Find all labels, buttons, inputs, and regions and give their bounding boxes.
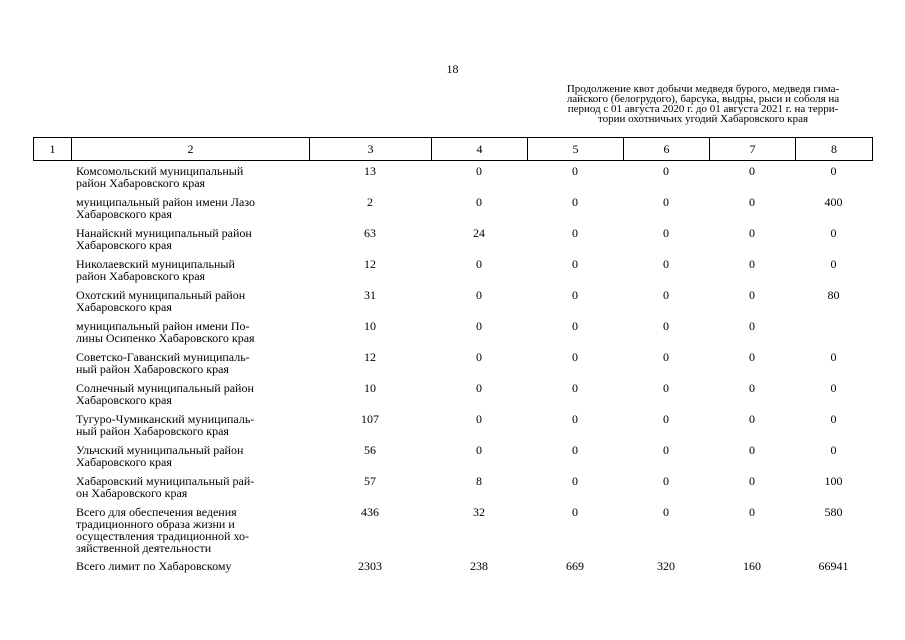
quota-value-cell: 0 [749, 226, 755, 240]
quota-value-cell: 0 [572, 226, 578, 240]
quota-value-cell: 24 [473, 226, 485, 240]
quota-value-cell: 0 [572, 319, 578, 333]
district-name-line: Хабаровского края [76, 238, 172, 252]
header-cell: 2 [72, 138, 310, 161]
quota-value-cell: 0 [663, 443, 669, 457]
quota-value-cell: 0 [663, 257, 669, 271]
quota-value-cell: 63 [364, 226, 376, 240]
quota-value-cell: 56 [364, 443, 376, 457]
quota-value-cell: 0 [663, 505, 669, 519]
quota-value-cell: 0 [572, 381, 578, 395]
header-cell: 1 [34, 138, 72, 161]
quota-value-cell: 0 [572, 164, 578, 178]
quota-value-cell: 0 [476, 443, 482, 457]
quota-value-cell: 12 [364, 257, 376, 271]
district-name-cell [33, 320, 309, 351]
quota-value-cell: 400 [824, 195, 843, 209]
district-name-line: Хабаровский муниципальный рай- [76, 474, 255, 488]
quota-value-cell: 107 [361, 412, 379, 426]
quota-value-cell: 0 [572, 257, 578, 271]
quota-value-cell: 2303 [358, 559, 382, 573]
district-name-cell [33, 289, 309, 320]
district-name-line: зяйственной деятельности [76, 541, 212, 555]
table-row [33, 475, 872, 506]
table-caption [536, 84, 870, 124]
quota-value-cell: 0 [749, 319, 755, 333]
table-row [33, 320, 872, 351]
quota-value-cell: 0 [830, 226, 837, 240]
district-name-line: Советско-Гаванский муниципаль- [76, 350, 250, 364]
quota-value-cell: 2 [367, 195, 373, 209]
header-cell: 4 [432, 138, 528, 161]
district-name-line: традиционного образа жизни и [76, 517, 235, 531]
quota-value-cell: 0 [830, 443, 837, 457]
quota-value-cell: 66941 [818, 559, 849, 573]
quota-value-cell: 320 [657, 559, 675, 573]
district-name-line: муниципальный район имени Лазо [76, 195, 255, 209]
district-name-line: Хабаровского края [76, 300, 172, 314]
quota-value-cell: 0 [476, 257, 482, 271]
district-name-cell [33, 413, 309, 444]
district-name-cell [33, 506, 309, 560]
quota-value-cell: 12 [364, 350, 376, 364]
quota-value-cell: 0 [476, 319, 482, 333]
district-name-line: Нанайский муниципальный район [76, 226, 252, 240]
quota-value-cell: 31 [364, 288, 376, 302]
table-row [33, 227, 872, 258]
quota-value-cell: 0 [749, 505, 755, 519]
quota-value-cell: 0 [749, 412, 755, 426]
header-row [34, 138, 873, 161]
district-name-cell [33, 382, 309, 413]
district-name-cell [33, 196, 309, 227]
district-name-cell [33, 165, 309, 196]
quota-table [33, 165, 872, 574]
quota-value-cell: 0 [476, 195, 482, 209]
quota-value-cell: 100 [824, 474, 843, 488]
quota-value-cell: 0 [749, 381, 755, 395]
quota-value-cell: 0 [663, 381, 669, 395]
district-name-line: он Хабаровского края [76, 486, 188, 500]
quota-value-cell: 0 [749, 288, 755, 302]
quota-value-cell: 0 [830, 257, 837, 271]
table-row [33, 560, 872, 574]
quota-value-cell: 0 [663, 412, 669, 426]
quota-value-cell: 0 [572, 443, 578, 457]
quota-value-cell: 0 [476, 412, 482, 426]
quota-value-cell: 0 [476, 350, 482, 364]
quota-value-cell: 8 [476, 474, 482, 488]
district-name-line: осуществления традиционной хо- [76, 529, 249, 543]
quota-value-cell: 0 [749, 350, 755, 364]
quota-value-cell: 32 [473, 505, 485, 519]
quota-value-cell: 0 [830, 164, 837, 178]
quota-value-cell: 0 [830, 381, 837, 395]
district-name-line: ный район Хабаровского края [76, 362, 229, 376]
table-row [33, 165, 872, 196]
caption-line: тории охотничьих угодий Хабаровского края [597, 113, 809, 125]
district-name-line: лины Осипенко Хабаровского края [76, 331, 255, 345]
quota-value-cell: 0 [749, 195, 755, 209]
quota-value-cell: 238 [470, 559, 488, 573]
quota-value-cell: 0 [663, 319, 669, 333]
district-name-line: Хабаровского края [76, 207, 172, 221]
quota-value-cell: 13 [364, 164, 376, 178]
table-row [33, 351, 872, 382]
district-name-line: Всего для обеспечения ведения [76, 505, 237, 519]
district-name-line: ный район Хабаровского края [76, 424, 229, 438]
header-cell: 5 [528, 138, 624, 161]
quota-value-cell: 80 [827, 288, 840, 302]
quota-value-cell: 0 [572, 350, 578, 364]
quota-value-cell: 0 [572, 288, 578, 302]
header-cell: 7 [710, 138, 796, 161]
district-name-cell [33, 351, 309, 382]
quota-value-cell: 57 [364, 474, 376, 488]
quota-value-cell: 0 [749, 257, 755, 271]
table-row [33, 258, 872, 289]
table-row [33, 196, 872, 227]
quota-value-cell: 0 [572, 195, 578, 209]
district-name-line: Всего лимит по Хабаровскому [76, 559, 232, 573]
quota-value-cell: 0 [572, 505, 578, 519]
caption-line: период с 01 августа 2020 г. до 01 августа 2021 г. на терри- [567, 103, 839, 115]
quota-value-cell: 0 [663, 288, 669, 302]
district-name-line: Хабаровского края [76, 393, 172, 407]
header-cell: 3 [310, 138, 432, 161]
district-name-cell [33, 560, 309, 574]
quota-value-cell: 0 [572, 474, 578, 488]
district-name-cell [33, 227, 309, 258]
table-row [33, 444, 872, 475]
quota-value-cell: 0 [572, 412, 578, 426]
district-name-line: Николаевский муниципальный [76, 257, 235, 271]
quota-value-cell: 580 [824, 505, 843, 519]
district-name-line: район Хабаровского края [76, 176, 206, 190]
quota-value-cell: 0 [476, 381, 482, 395]
district-name-line: Ульчский муниципальный район [76, 443, 244, 457]
quota-value-cell: 0 [476, 164, 482, 178]
quota-value-cell: 0 [663, 164, 669, 178]
table-row [33, 506, 872, 560]
quota-value-cell: 0 [663, 350, 669, 364]
district-name-cell [33, 258, 309, 289]
quota-value-cell: 0 [663, 226, 669, 240]
district-name-line: Комсомольский муниципальный [76, 164, 244, 178]
page-number: 18 [446, 62, 459, 76]
quota-value-cell: 669 [566, 559, 584, 573]
quota-value-cell: 10 [364, 381, 376, 395]
quota-value-cell [795, 320, 872, 351]
district-name-line: район Хабаровского края [76, 269, 206, 283]
quota-value-cell: 0 [749, 474, 755, 488]
caption-line: Продолжение квот добычи медведя бурого, медведя гима- [566, 83, 840, 95]
caption-line: лайского (белогрудого), барсука, выдры, рыси и соболя на [566, 93, 840, 105]
table-row [33, 289, 872, 320]
header-cell: 6 [624, 138, 710, 161]
quota-value-cell: 10 [364, 319, 376, 333]
district-name-line: муниципальный район имени По- [76, 319, 250, 333]
quota-value-cell: 0 [663, 474, 669, 488]
quota-value-cell: 0 [749, 443, 755, 457]
district-name-line: Тугуро-Чумиканский муниципаль- [76, 412, 255, 426]
quota-value-cell: 0 [830, 412, 837, 426]
quota-value-cell: 160 [743, 559, 761, 573]
quota-value-cell: 0 [830, 350, 837, 364]
header-cell: 8 [796, 138, 873, 161]
district-name-cell [33, 475, 309, 506]
district-name-line: Солнечный муниципальный район [76, 381, 254, 395]
quota-value-cell: 0 [476, 288, 482, 302]
table-row [33, 382, 872, 413]
table-row [33, 413, 872, 444]
district-name-cell [33, 444, 309, 475]
quota-value-cell: 0 [749, 164, 755, 178]
quota-value-cell: 0 [663, 195, 669, 209]
column-number-header [33, 137, 873, 161]
district-name-line: Хабаровского края [76, 455, 172, 469]
district-name-line: Охотский муниципальный район [76, 288, 246, 302]
quota-value-cell: 436 [361, 505, 379, 519]
